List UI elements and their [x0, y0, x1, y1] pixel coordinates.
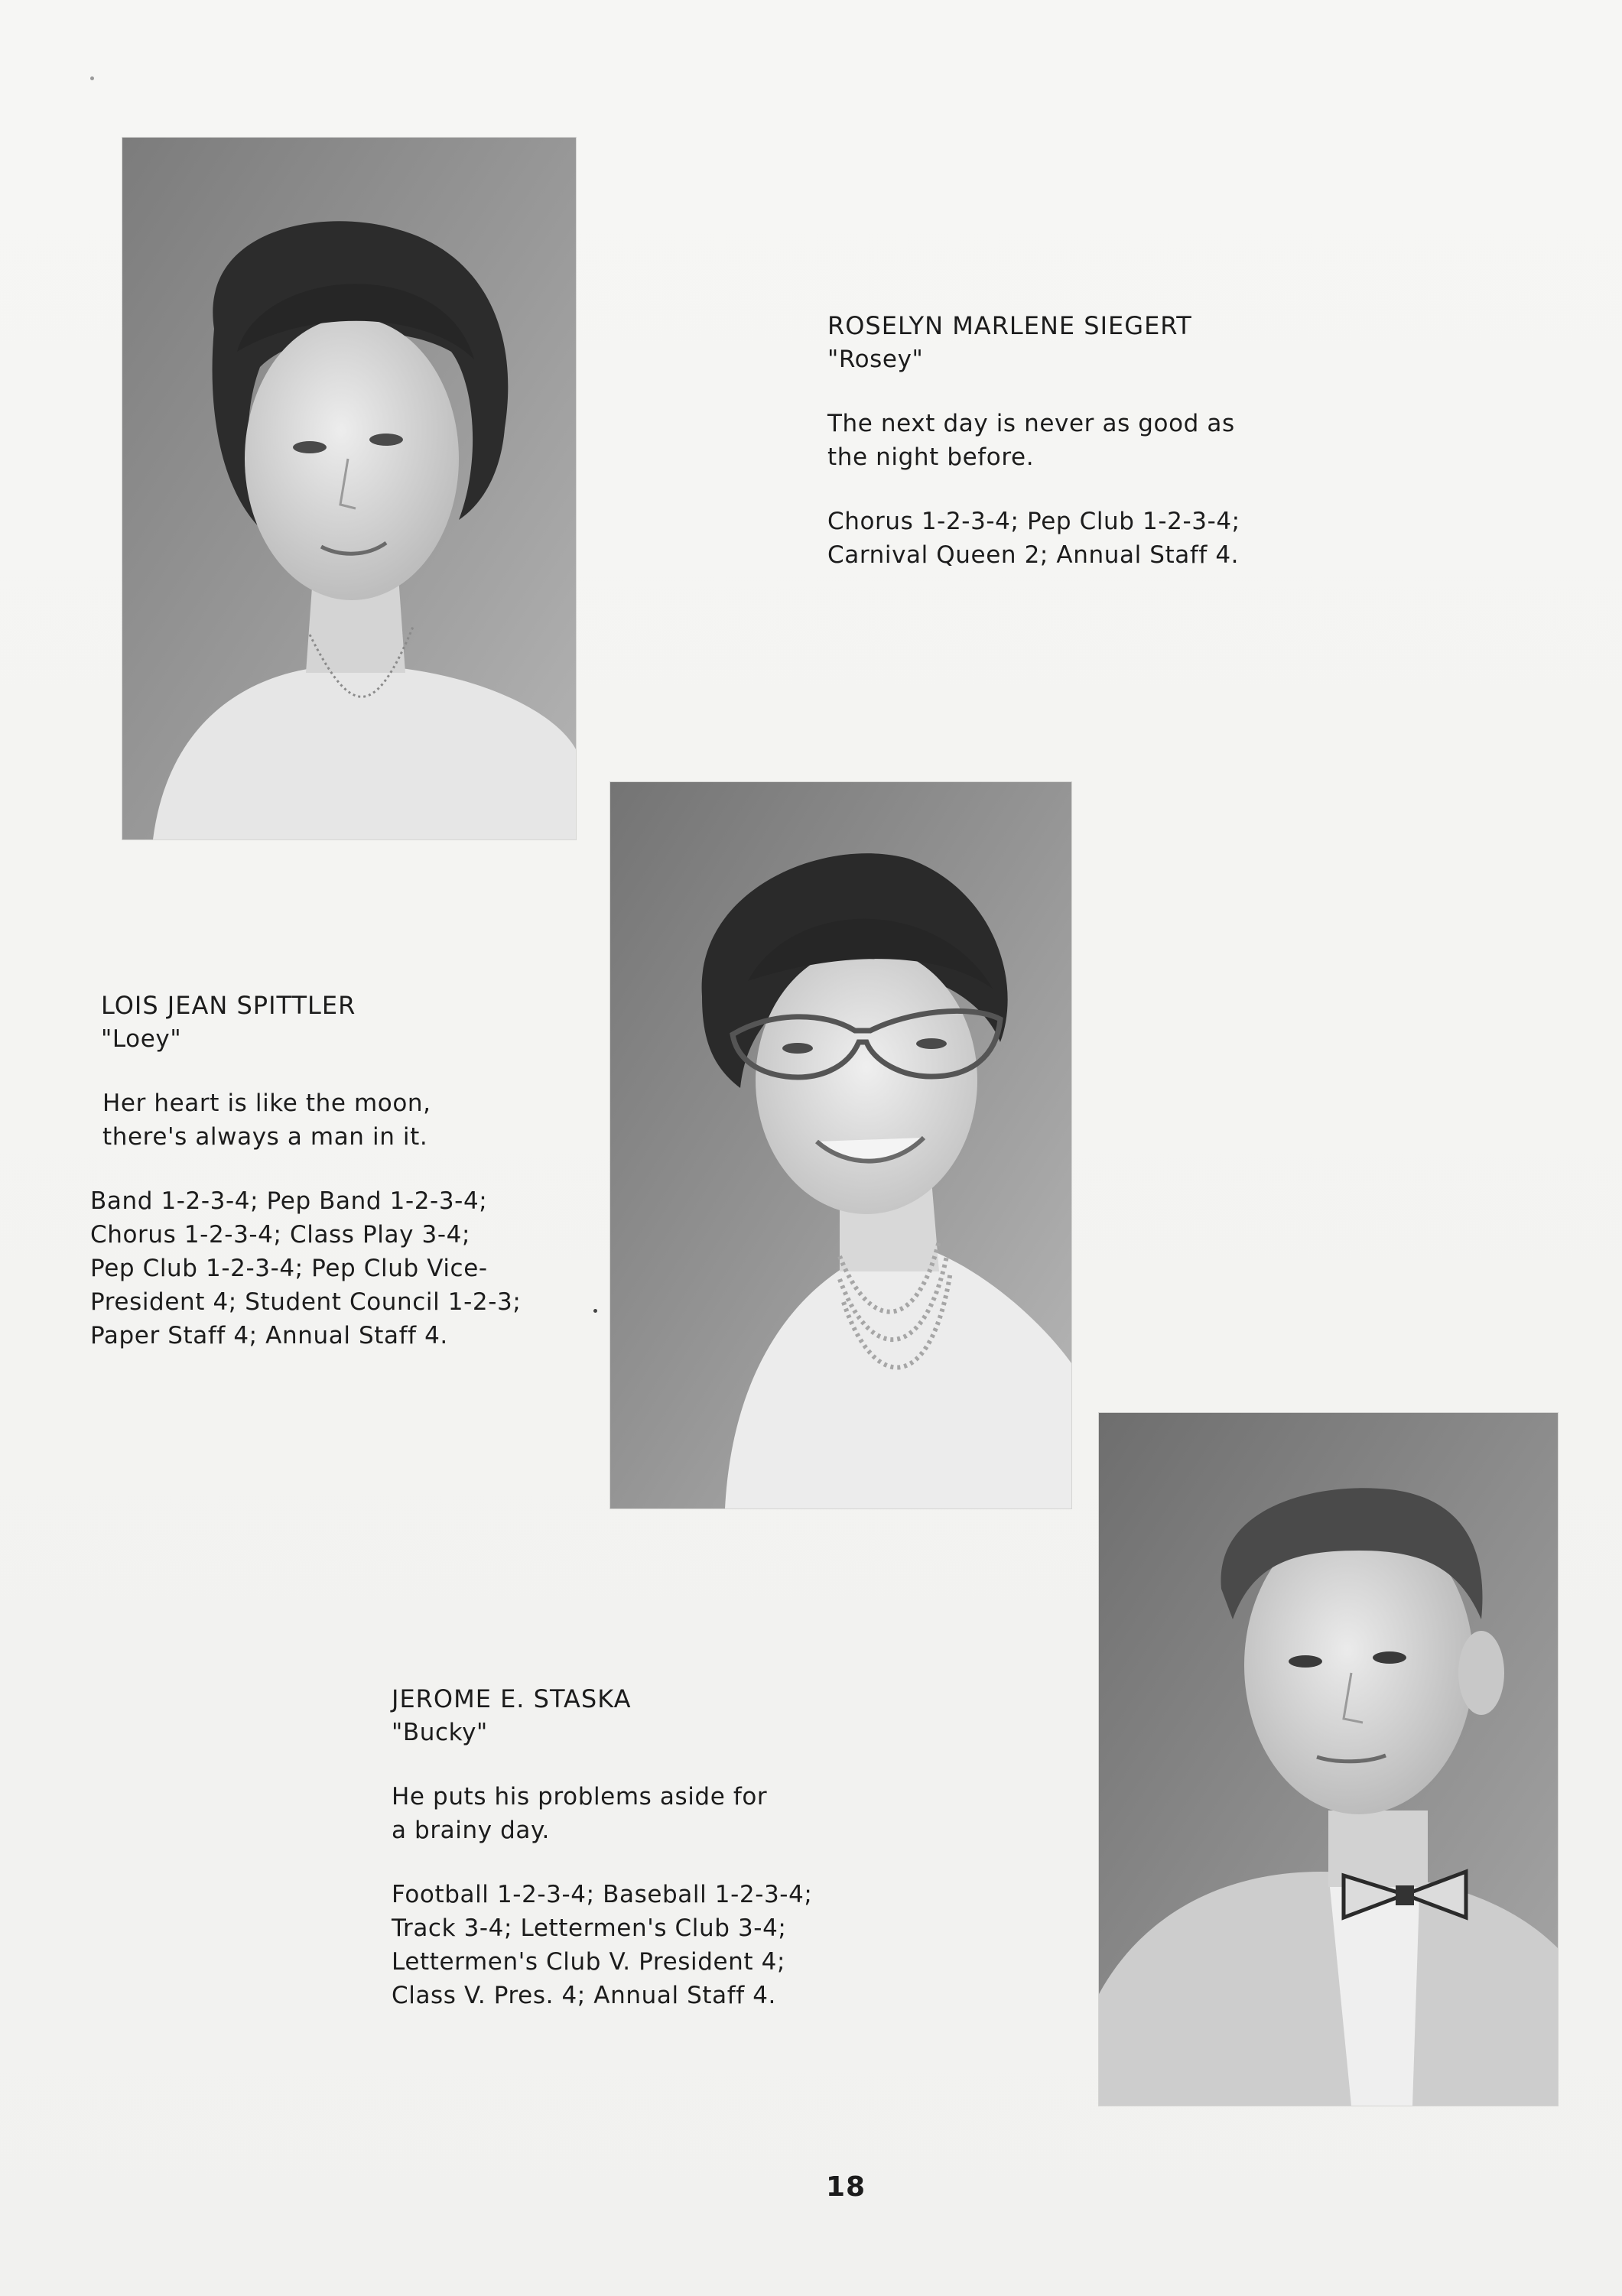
activity-line: Chorus 1-2-3-4; Class Play 3-4;: [90, 1221, 470, 1249]
activity-line: Lettermen's Club V. President 4;: [392, 1948, 786, 1976]
print-speck: [593, 1309, 597, 1313]
student-nickname: "Loey": [101, 1025, 182, 1053]
portrait-photo-roselyn: [122, 138, 576, 839]
activity-line: Carnival Queen 2; Annual Staff 4.: [827, 541, 1240, 569]
activity-line: Paper Staff 4; Annual Staff 4.: [90, 1322, 448, 1349]
quote-line: a brainy day.: [392, 1817, 550, 1844]
activity-line: Class V. Pres. 4; Annual Staff 4.: [392, 1982, 776, 2009]
student-nickname: "Bucky": [392, 1719, 488, 1746]
student-caption-roselyn: [827, 309, 1240, 572]
portrait-roselyn-image: [122, 138, 576, 839]
quote-line: Her heart is like the moon,: [102, 1090, 431, 1117]
quote-line: the night before.: [827, 443, 1035, 471]
portrait-lois-image: [610, 782, 1071, 1508]
quote-line: The next day is never as good as: [827, 410, 1235, 437]
portrait-photo-lois: [610, 782, 1071, 1508]
page-number: 18: [826, 2171, 866, 2203]
quote-line: He puts his problems aside for: [392, 1783, 768, 1810]
print-speck: [90, 76, 94, 80]
student-name: LOIS JEAN SPITTLER: [101, 991, 356, 1020]
activity-line: Band 1-2-3-4; Pep Band 1-2-3-4;: [90, 1187, 488, 1215]
student-name: JEROME E. STASKA: [392, 1684, 632, 1713]
activity-line: President 4; Student Council 1-2-3;: [90, 1288, 522, 1316]
student-caption-lois: [90, 989, 521, 1353]
student-caption-jerome: [392, 1682, 812, 2012]
activity-line: Track 3-4; Lettermen's Club 3-4;: [392, 1914, 787, 1942]
activity-line: Football 1-2-3-4; Baseball 1-2-3-4;: [392, 1881, 813, 1908]
activity-line: Pep Club 1-2-3-4; Pep Club Vice-: [90, 1255, 488, 1282]
quote-line: there's always a man in it.: [102, 1123, 428, 1151]
student-name: ROSELYN MARLENE SIEGERT: [827, 311, 1192, 340]
portrait-jerome-image: [1099, 1413, 1558, 2106]
portrait-photo-jerome: [1099, 1413, 1558, 2106]
student-nickname: "Rosey": [827, 346, 924, 373]
activity-line: Chorus 1-2-3-4; Pep Club 1-2-3-4;: [827, 508, 1240, 535]
